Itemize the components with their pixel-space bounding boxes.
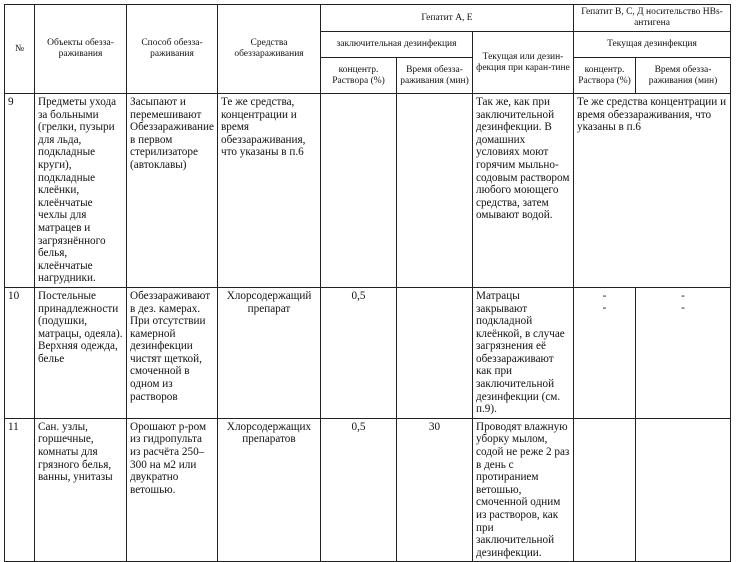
header-means: Средства обеззараживания [218, 5, 321, 94]
row-hbs-time [636, 287, 731, 418]
header-concentration: концентр. Раствора (%) [321, 58, 397, 94]
row-concentration [321, 94, 397, 288]
row-current: Проводят влажную уборку мылом, содой не реже 2 раз в день с протиранием ветошью, смоченной одним из растворов, как при заключительной дезинфекции. [473, 418, 574, 562]
row-hbs-concentration [574, 287, 636, 418]
disinfection-table [4, 4, 731, 562]
header-current-or-quarantine: Текущая или дезин-фекция при каран-тине [473, 32, 574, 94]
dash-value: - [602, 301, 607, 314]
row-means: Хлорсодержащий препарат [218, 287, 321, 418]
header-num: № [5, 5, 35, 94]
row-method: Обеззараживают в дез. камерах. При отсутствии камерной дезинфекции чистят щеткой, смоченной в одном из растворов [127, 287, 218, 418]
row-time [397, 287, 473, 418]
table-row [5, 287, 731, 418]
table-row [5, 94, 731, 288]
row-num: 10 [5, 287, 35, 418]
row-means: Те же средства, концентрации и время обеззараживания, что указаны в п.6 [218, 94, 321, 288]
header-objects: Объекты обезза-раживания [35, 5, 127, 94]
row-objects: Постельные принадлежности (подушки, матрацы, одеяла). Верхняя одежда, белье [35, 287, 127, 418]
row-num: 11 [5, 418, 35, 562]
row-concentration: 0,5 [321, 418, 397, 562]
header-method: Способ обезза-раживания [127, 5, 218, 94]
header-exposure-time-2: Время обезза-раживания (мин) [636, 58, 731, 94]
row-means: Хлорсодержащих препаратов [218, 418, 321, 562]
row-current: Так же, как при заключительной дезинфекции. В домашних условиях моют горячим мыльно-содовым раствором любого моющего средства, затем омывают водой. [473, 94, 574, 288]
row-time [397, 94, 473, 288]
table-row [5, 418, 731, 562]
header-current-disinfection: Текущая дезинфекция [574, 32, 731, 58]
row-current: Матрацы закрывают подкладной клеёнкой, в случае загрязнения её обеззараживают как при заключительной дезинфекции (см. п.9). [473, 287, 574, 418]
row-hbs-time [636, 418, 731, 562]
row-concentration: 0,5 [321, 287, 397, 418]
header-hepatitis-bcd: Гепатит В, С, Д носительство HBs-антигена [574, 5, 731, 32]
row-objects: Сан. узлы, горшечные, комнаты для грязного белья, ванны, унитазы [35, 418, 127, 562]
row-num: 9 [5, 94, 35, 288]
header-final-disinfection: заключительная дезинфекция [321, 32, 473, 58]
dash-value: - [681, 289, 685, 302]
row-objects: Предметы ухода за больными (грелки, пузыри для льда, подкладные круги), подкладные клеёнки, клеёнчатые чехлы для матрацев и загрязнённого белья, клеёнчатые нагрудники. [35, 94, 127, 288]
row-method: Орошают р-ром из гидропульта из расчёта 250–300 на м2 или двукратно ветошью. [127, 418, 218, 562]
row-hbs-concentration [574, 418, 636, 562]
dash-value: - [681, 301, 685, 314]
row-method: Засыпают и перемешивают Обеззараживание в первом стерилизаторе (автоклавы) [127, 94, 218, 288]
header-concentration-2: концентр. Раствора (%) [574, 58, 636, 94]
header-hepatitis-ae: Гепатит А, Е [321, 5, 574, 32]
dash-value: - [602, 289, 607, 302]
row-hbs-note: Те же средства концентрации и время обеззараживания, что указаны в п.6 [574, 94, 731, 288]
row-time: 30 [397, 418, 473, 562]
header-exposure-time: Время обезза-раживания (мин) [397, 58, 473, 94]
